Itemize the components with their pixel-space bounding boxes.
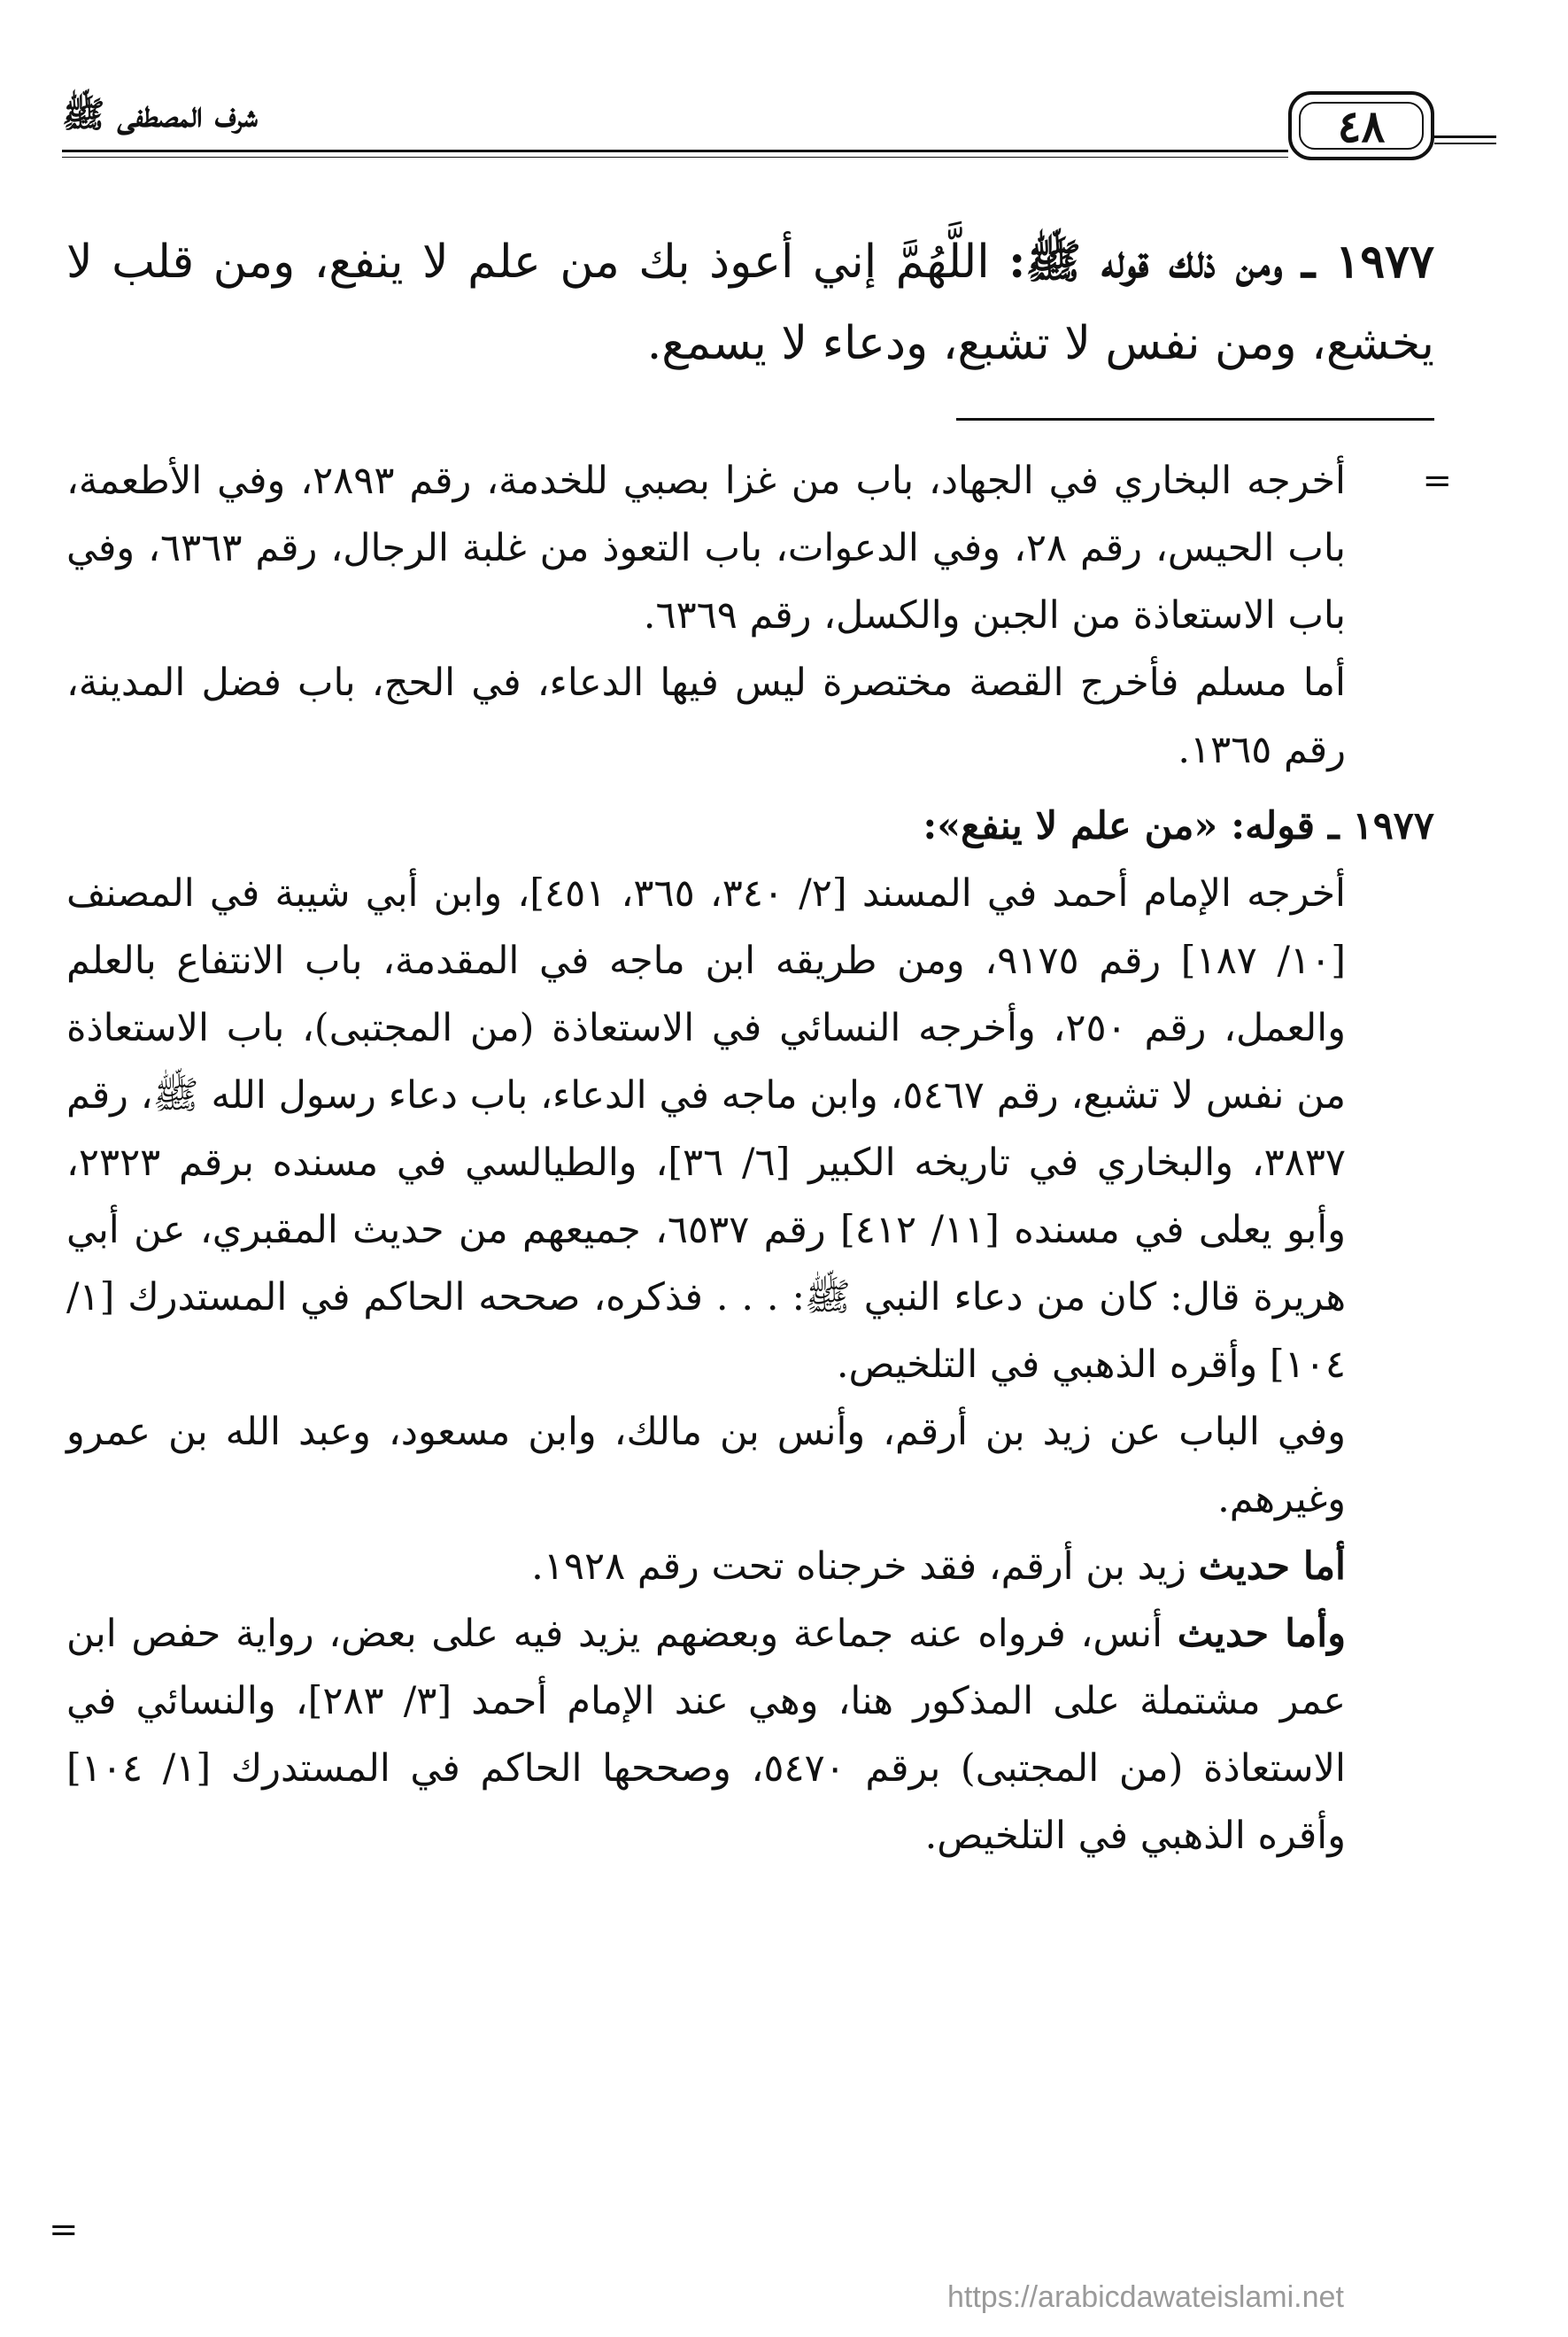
running-title: شرف المصطفى ﷺ — [62, 94, 258, 135]
page-number-frame — [1288, 91, 1434, 160]
footnote-paragraph-6-rest: أنس، فرواه عنه جماعة وبعضهم يزيد فيه على بعض، رواية حفص ابن عمر مشتملة على المذكور هنا، وهي عند الإمام أحمد [٣/ ٢٨٣]، والنسائي في الاستعاذة (من المجتبى) برقم ٥٤٧٠، وصححها الحاكم في المستدرك [١/ ١٠٤] وأقره الذهبي في التلخيص. — [66, 1612, 1347, 1858]
hadith-text-block — [66, 221, 1434, 384]
footnote-paragraph-6-lead: وأما حديث — [1177, 1612, 1346, 1656]
page-content — [66, 221, 1452, 1869]
footnote-paragraph-5-lead: أما حديث — [1198, 1544, 1346, 1589]
header-rule-right — [1434, 135, 1496, 138]
hadith-text: اللَّهُمَّ إني أعوذ بك من علم لا ينفع، ومن قلب لا يخشع، ومن نفس لا تشبع، ودعاء لا يسمع. — [66, 236, 1434, 370]
footnote-heading: ١٩٧٧ ـ قوله: «من علم لا ينفع»: — [923, 804, 1434, 848]
continuation-mark-bottom: = — [49, 2209, 79, 2250]
header-rule-right-thin — [1434, 143, 1496, 144]
watermark-url: https://arabicdawateislami.net — [947, 2280, 1344, 2314]
footnote-divider — [956, 418, 1434, 421]
footnotes — [66, 447, 1452, 1869]
header-rule — [62, 150, 1288, 152]
hadith-intro: ومن ذلك قوله ﷺ: — [1008, 235, 1283, 289]
footnote-paragraph-6 — [66, 1600, 1434, 1869]
header-rule-thin — [62, 157, 1288, 158]
footnote-paragraph-5-rest: زيد بن أرقم، فقد خرجناه تحت رقم ١٩٢٨. — [531, 1544, 1186, 1589]
page-header — [62, 84, 1434, 164]
hadith-number: ١٩٧٧ ـ — [1302, 235, 1434, 289]
footnote-paragraph-1: أخرجه البخاري في الجهاد، باب من غزا بصبي للخدمة، رقم ٢٨٩٣، وفي الأطعمة، باب الحيس، رقم ٢٨، وفي الدعوات، باب التعوذ من غلبة الرجال، رقم ٦٣٦٣، وفي باب الاستعاذة من الجبن والكسل، رقم ٦٣٦٩. — [66, 459, 1346, 638]
footnote-paragraph-5 — [66, 1533, 1434, 1600]
footnote-paragraph-4: وفي الباب عن زيد بن أرقم، وأنس بن مالك، وابن مسعود، وعبد الله بن عمرو وغيرهم. — [66, 1410, 1346, 1521]
footnote-paragraph-2: أما مسلم فأخرج القصة مختصرة ليس فيها الدعاء، في الحج، باب فضل المدينة، رقم ١٣٦٥. — [66, 661, 1346, 772]
footnote-paragraph-3: أخرجه الإمام أحمد في المسند [٢/ ٣٤٠، ٣٦٥، ٤٥١]، وابن أبي شيبة في المصنف [١٠/ ١٨٧] رقم ٩١٧٥، ومن طريقه ابن ماجه في المقدمة، باب الانتفاع بالعلم والعمل، رقم ٢٥٠، وأخرجه النسائي في الاستعاذة (من المجتبى)، باب الاستعاذة من نفس لا تشبع، رقم ٥٤٦٧، وابن ماجه في الدعاء، باب دعاء رسول الله ﷺ، رقم ٣٨٣٧، والبخاري في تاريخه الكبير [٦/ ٣٦]، والطيالسي في مسنده برقم ٢٣٢٣، وأبو يعلى في مسنده [١١/ ٤١٢] رقم ٦٥٣٧، جميعهم من حديث المقبري، عن أبي هريرة قال: كان من دعاء النبي ﷺ: . . . فذكره، صححه الحاكم في المستدرك [١/ ١٠٤] وأقره الذهبي في التلخيص. — [66, 871, 1347, 1387]
page-number: ٤٨ — [1299, 102, 1424, 150]
continuation-mark-top: = — [1422, 460, 1452, 501]
